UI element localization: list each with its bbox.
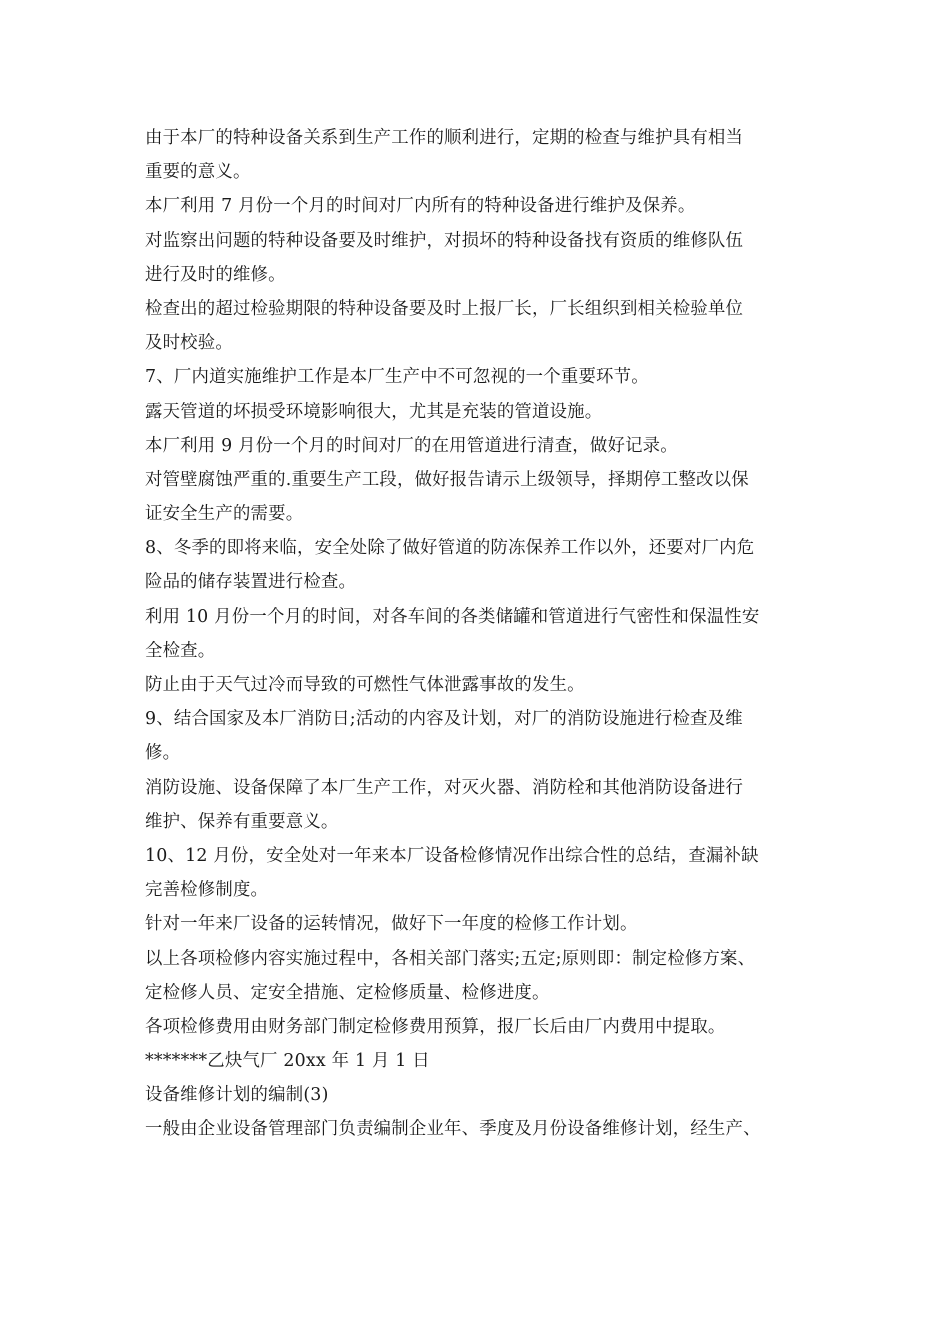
text-line: 各项检修费用由财务部门制定检修费用预算，报厂长后由厂内费用中提取。 [145, 1016, 726, 1037]
text-line: 修。 [145, 743, 181, 764]
text-line: 露天管道的坏损受环境影响很大，尤其是充装的管道设施。 [145, 401, 603, 422]
text-line: 证安全生产的需要。 [145, 504, 304, 525]
text-line: 7、厂内道实施维护工作是本厂生产中不可忽视的一个重要环节。 [145, 367, 649, 388]
text-line: 10、12 月份，安全处对一年来本厂设备检修情况作出综合性的总结，查漏补缺 [145, 845, 759, 866]
text-line: 进行及时的维修。 [145, 264, 286, 285]
text-line: 检查出的超过检验期限的特种设备要及时上报厂长，厂长组织到相关检验单位 [145, 298, 744, 319]
text-line: 以上各项检修内容实施过程中，各相关部门落实;五定;原则即：制定检修方案、 [145, 948, 756, 969]
text-line: 定检修人员、定安全措施、定检修质量、检修进度。 [145, 982, 550, 1003]
text-line: 8、冬季的即将来临，安全处除了做好管道的防冻保养工作以外，还要对厂内危 [145, 538, 755, 559]
text-line: 及时校验。 [145, 333, 233, 354]
text-line: 本厂利用 9 月份一个月的时间对厂的在用管道进行清查，做好记录。 [145, 435, 678, 456]
document-body [145, 121, 835, 1147]
text-line: 由于本厂的特种设备关系到生产工作的顺利进行，定期的检查与维护具有相当 [145, 128, 744, 148]
text-line: 完善检修制度。 [145, 880, 269, 901]
text-line: 全检查。 [145, 640, 216, 661]
text-line: 9、结合国家及本厂消防日;活动的内容及计划，对厂的消防设施进行检查及维 [145, 709, 743, 730]
text-line: 本厂利用 7 月份一个月的时间对厂内所有的特种设备进行维护及保养。 [145, 196, 696, 217]
text-line: 对管壁腐蚀严重的.重要生产工段，做好报告请示上级领导，择期停工整改以保 [145, 469, 749, 490]
section-heading: 设备维修计划的编制(3) [145, 1085, 329, 1106]
text-line: 对监察出问题的特种设备要及时维护，对损坏的特种设备找有资质的维修队伍 [145, 230, 744, 251]
text-line: 险品的储存装置进行检查。 [145, 572, 357, 593]
text-line: 防止由于天气过冷而导致的可燃性气体泄露事故的发生。 [145, 675, 585, 695]
text-line: 一般由企业设备管理部门负责编制企业年、季度及月份设备维修计划，经生产、 [145, 1119, 761, 1140]
text-line: 利用 10 月份一个月的时间，对各车间的各类储罐和管道进行气密性和保温性安 [145, 606, 760, 627]
text-line: 维护、保养有重要意义。 [145, 811, 339, 832]
text-line: 重要的意义。 [145, 162, 251, 183]
text-line: 消防设施、设备保障了本厂生产工作，对灭火器、消防栓和其他消防设备进行 [145, 777, 744, 798]
signature-line: *******乙炔气厂 20xx 年 1 月 1 日 [145, 1051, 430, 1072]
text-line: 针对一年来厂设备的运转情况，做好下一年度的检修工作计划。 [145, 914, 638, 935]
